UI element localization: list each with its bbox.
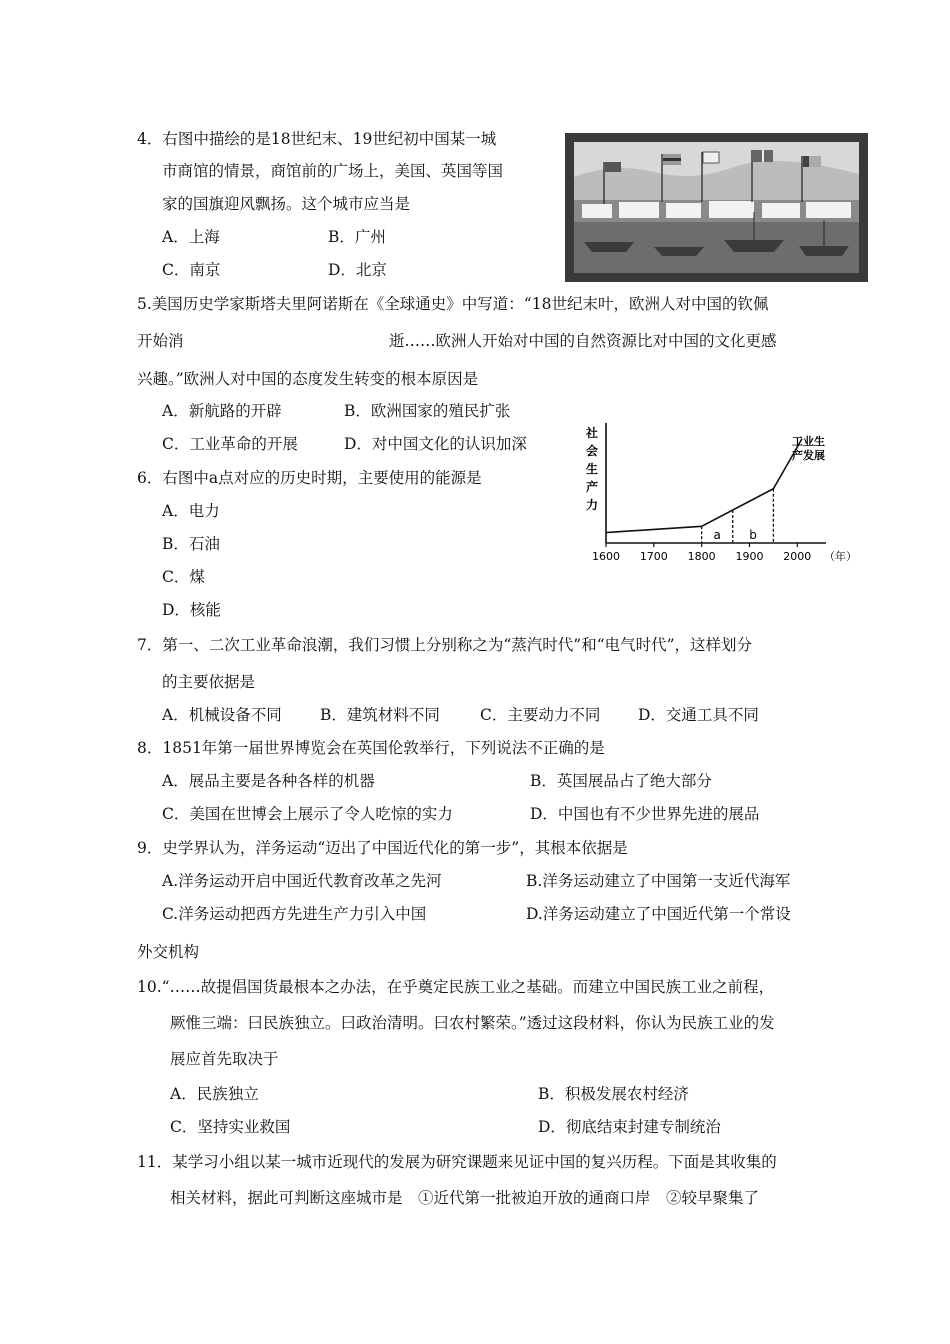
chart-y-label-char: 力 (585, 498, 599, 512)
q5-option-c: C．工业革命的开展 (162, 435, 298, 453)
chart-y-label-char: 产 (585, 480, 599, 494)
q9-option-a: A.洋务运动开启中国近代教育改革之先河 (162, 872, 442, 890)
q7-line-1: 7．第一、二次工业革命浪潮，我们习惯上分别称之为“蒸汽时代”和“电气时代”，这样划分 (137, 636, 753, 654)
q10-option-b: B．积极发展农村经济 (538, 1085, 689, 1103)
q4-line-1: 4．右图中描绘的是18世纪末、19世纪初中国某一城 (137, 130, 497, 148)
q5-line-2b: 逝……欧洲人开始对中国的自然资源比对中国的文化更感 (389, 332, 777, 350)
q10-option-d: D．彻底结束封建专制统治 (538, 1118, 721, 1136)
q6-option-a: A．电力 (162, 502, 220, 520)
q5-line-2a: 开始消 (137, 332, 184, 350)
chart-x-tick-label: 1600 (592, 550, 620, 563)
chart-y-label-char: 社 (585, 426, 599, 440)
q10-line-1: 10.“……故提倡国货最根本之办法，在乎奠定民族工业之基础。而建立中国民族工业之前程， (137, 978, 775, 996)
chart-period-label: a (713, 528, 721, 542)
q5-option-b: B．欧洲国家的殖民扩张 (344, 402, 511, 420)
q9-option-c: C.洋务运动把西方先进生产力引入中国 (162, 905, 427, 923)
chart-series-label-line1: 工业生 (792, 435, 825, 448)
q7-line-2: 的主要依据是 (162, 673, 256, 691)
q7-option-b: B．建筑材料不同 (320, 706, 440, 724)
q8-line-1: 8．1851年第一届世界博览会在英国伦敦举行，下列说法不正确的是 (137, 739, 605, 757)
q9-option-b: B.洋务运动建立了中国第一支近代海军 (526, 872, 791, 890)
q6-line-1: 6．右图中a点对应的历史时期，主要使用的能源是 (137, 469, 482, 487)
chart-period-label: b (749, 528, 757, 542)
painting-illustration (574, 142, 859, 273)
chart-x-tick-label: 2000 (783, 550, 812, 563)
q10-option-a: A．民族独立 (170, 1085, 259, 1103)
q9-line-1: 9．史学界认为，洋务运动“迈出了中国近代化的第一步”，其根本依据是 (137, 839, 628, 857)
q10-option-c: C．坚持实业救国 (170, 1118, 291, 1136)
q5-option-a: A．新航路的开辟 (162, 402, 282, 420)
chart-x-tick-label: 1700 (639, 550, 668, 563)
chart-x-tick-label: 1900 (735, 550, 764, 563)
chart-y-axis-label (585, 425, 598, 512)
canton-factories-painting (565, 133, 868, 282)
q9-line-2: 外交机构 (137, 943, 200, 961)
q4-line-2: 市商馆的情景，商馆前的广场上，美国、英国等国 (162, 162, 504, 180)
q5-option-d: D．对中国文化的认识加深 (344, 435, 527, 453)
q8-option-a: A．展品主要是各种各样的机器 (162, 772, 375, 790)
q9-option-d: D.洋务运动建立了中国近代第一个常设 (526, 905, 791, 923)
q10-line-3: 展应首先取决于 (170, 1050, 279, 1068)
chart-y-label-char: 会 (585, 444, 599, 458)
q4-line-3: 家的国旗迎风飘扬。这个城市应当是 (162, 195, 411, 213)
chart-series-line (606, 439, 802, 533)
q6-option-d: D．核能 (162, 601, 221, 619)
q6-option-c: C．煤 (162, 568, 205, 586)
q5-line-1: 5.美国历史学家斯塔夫里阿诺斯在《全球通史》中写道：“18世纪末叶，欧洲人对中国的钦佩 (137, 295, 769, 313)
chart-series-label-line2: 产发展 (792, 449, 825, 462)
q8-option-b: B．英国展品占了绝大部分 (530, 772, 712, 790)
q10-line-2: 厥惟三端：曰民族独立。曰政治清明。曰农村繁荣。”透过这段材料，你认为民族工业的发 (170, 1014, 775, 1032)
q4-option-d: D．北京 (328, 261, 387, 279)
q7-option-c: C．主要动力不同 (480, 706, 601, 724)
q5-line-3: 兴趣。”欧洲人对中国的态度发生转变的根本原因是 (137, 370, 479, 388)
q8-option-c: C．美国在世博会上展示了令人吃惊的实力 (162, 805, 453, 823)
chart-x-unit-label: （年） (824, 550, 857, 563)
q6-option-b: B．石油 (162, 535, 220, 553)
q4-option-c: C．南京 (162, 261, 221, 279)
q8-option-d: D．中国也有不少世界先进的展品 (530, 805, 760, 823)
chart-y-label-char: 生 (585, 462, 599, 476)
chart-x-tick-label: 1800 (687, 550, 716, 563)
productivity-chart (578, 415, 857, 570)
q4-option-b: B．广州 (328, 228, 386, 246)
q11-line-1: 11．某学习小组以某一城市近现代的发展为研究课题来见证中国的复兴历程。下面是其收集的 (137, 1153, 777, 1171)
q4-option-a: A．上海 (162, 228, 220, 246)
q7-option-a: A．机械设备不同 (162, 706, 282, 724)
q7-option-d: D．交通工具不同 (638, 706, 759, 724)
q11-line-2: 相关材料，据此可判断这座城市是 ①近代第一批被迫开放的通商口岸 ②较早聚集了 (170, 1189, 760, 1207)
